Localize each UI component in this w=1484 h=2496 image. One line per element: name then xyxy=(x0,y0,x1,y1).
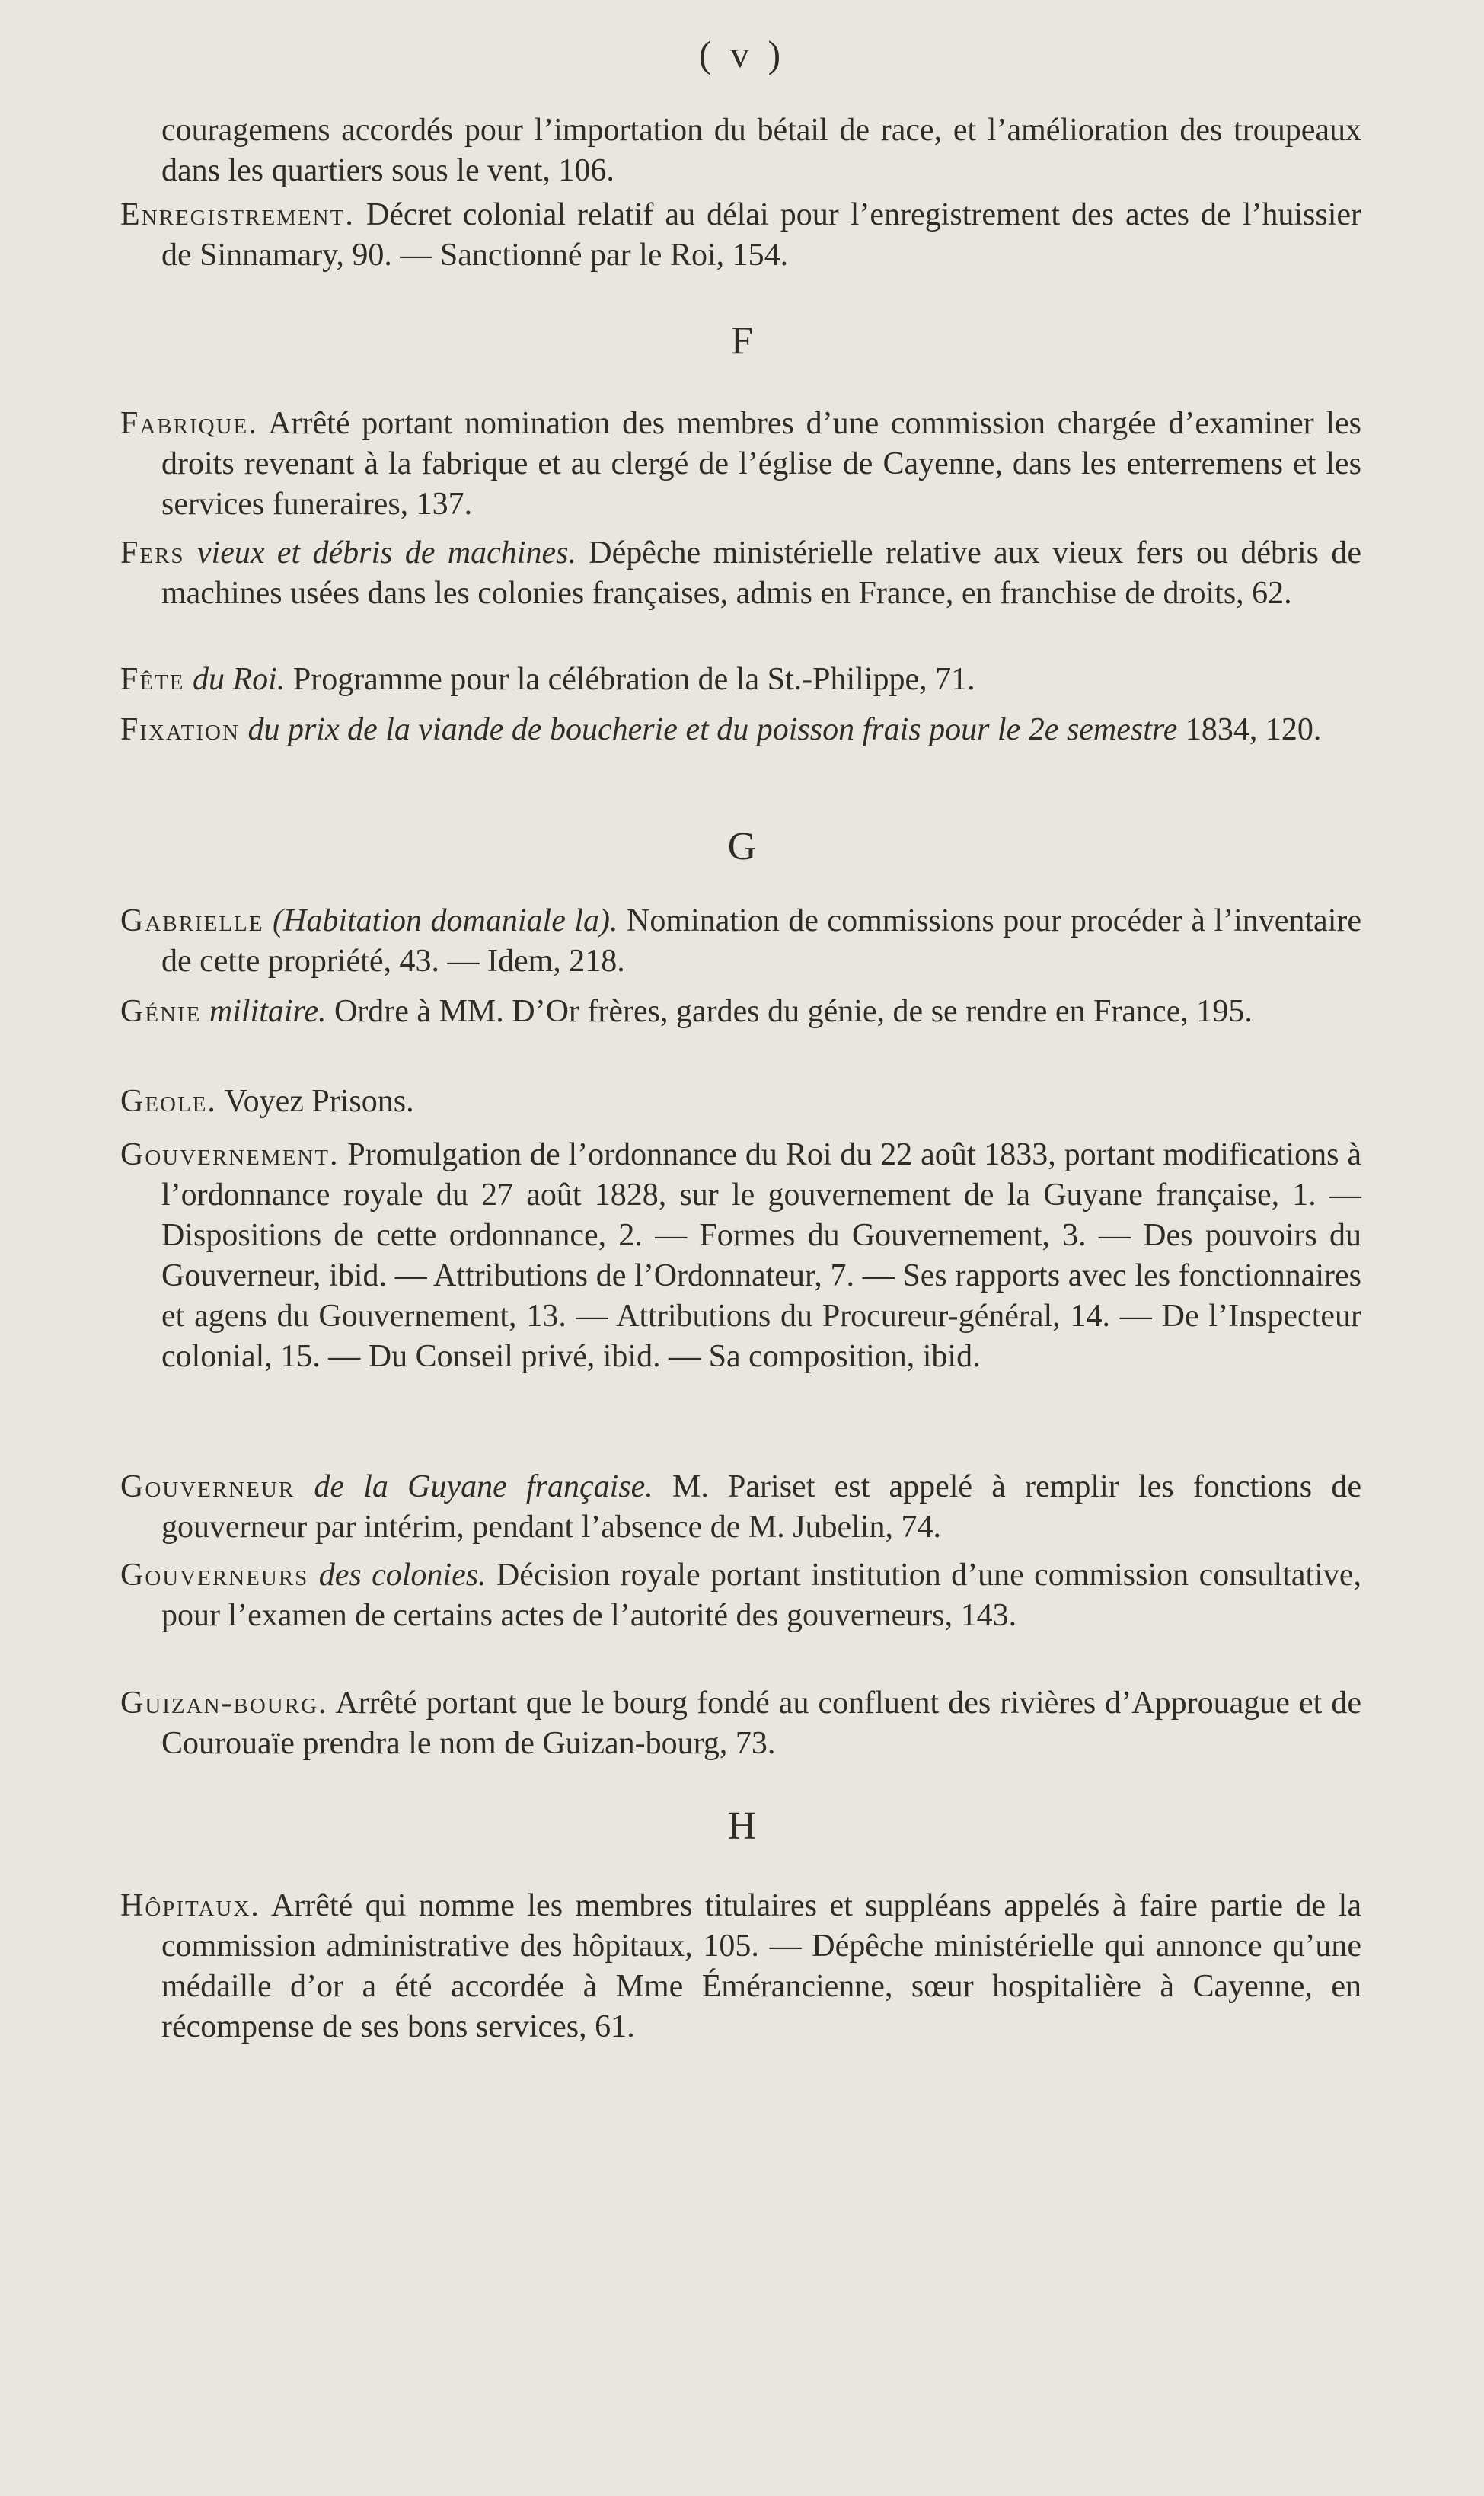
entry-head: Fête xyxy=(120,662,185,697)
entry-head: Fers xyxy=(120,535,185,570)
entry-head: Enregistrement. xyxy=(120,197,355,232)
entry-text: Voyez Prisons. xyxy=(224,1084,414,1119)
index-entry xyxy=(120,992,1361,1032)
entry-head: Gouverneur xyxy=(120,1469,295,1504)
index-entry xyxy=(120,1555,1361,1636)
entry-text: Promulgation de l’ordonnance du Roi du 22 août 1833, portant modifications à l’ordonnance royale du 27 août 1828, sur le gouvernement de la Guyane française, 1. — Dispositions de cette ordonnance, 2. — Formes du Gouvernement, 3. — Des pouvoirs du Gouverneur, ibid. — Attributions de l’Ordonnateur, 7. — Ses rapports avec les fonctionnaires et agens du Gouvernement, 13. — Attributions du Procureur-général, 14. — De l’Inspecteur colonial, 15. — Du Conseil privé, ibid. — Sa composition, ibid. xyxy=(161,1137,1362,1374)
entry-head: Gabrielle xyxy=(120,903,264,938)
index-entry xyxy=(120,110,1361,191)
index-entry xyxy=(120,1082,1361,1122)
entry-head: Guizan-bourg. xyxy=(120,1686,328,1721)
index-entry xyxy=(120,404,1361,525)
entry-subhead: du prix de la viande de boucherie et du poisson frais pour le 2e semestre xyxy=(247,712,1178,747)
entry-text: Nomination de commissions pour procéder à l’inventaire de cette propriété, 43. — Idem, 218. xyxy=(161,903,1361,979)
index-entry xyxy=(120,1886,1361,2047)
entry-text: 1834, 120. xyxy=(1185,712,1322,747)
entry-text: Arrêté portant nomination des membres d’une commission chargée d’examiner les droits revenant à la fabrique et au clergé de l’église de Cayenne, dans les enterremens et les services funeraires, 137. xyxy=(161,406,1362,522)
entry-text: Dépêche ministérielle relative aux vieux fers ou débris de machines usées dans les colonies françaises, admis en France, en franchise de droits, 62. xyxy=(161,535,1361,611)
section-letter: F xyxy=(731,319,753,363)
entry-text: couragemens accordés pour l’importation du bétail de race, et l’amélioration des troupeaux dans les quartiers sous le vent, 106. xyxy=(161,113,1361,188)
section-letter: H xyxy=(727,1804,757,1848)
index-entry xyxy=(120,901,1361,982)
index-entry xyxy=(120,660,1361,700)
entry-text: Arrêté qui nomme les membres titulaires et suppléans appelés à faire partie de la commission administrative des hôpitaux, 105. — Dépêche ministérielle qui annonce qu’une médaille d’or a été accordée à Mme Émérancienne, sœur hospitalière à Cayenne, en récompense de ses bons services, 61. xyxy=(161,1888,1361,2044)
index-entry xyxy=(120,533,1361,614)
entry-head: Génie xyxy=(120,994,202,1029)
entry-subhead: (Habitation domaniale la). xyxy=(273,903,618,938)
entry-head: Fixation xyxy=(120,712,240,747)
entry-head: Fabrique. xyxy=(120,406,258,441)
entry-text: Arrêté portant que le bourg fondé au confluent des rivières d’Approuague et de Courouaïe prendra le nom de Guizan-bourg, 73. xyxy=(161,1686,1361,1761)
entry-text: Ordre à MM. D’Or frères, gardes du génie, de se rendre en France, 195. xyxy=(334,994,1253,1029)
entry-subhead: du Roi. xyxy=(193,662,286,697)
entry-head: Hôpitaux. xyxy=(120,1888,260,1923)
entry-text: Décision royale portant institution d’une commission consultative, pour l’examen de certains actes de l’autorité des gouverneurs, 143. xyxy=(161,1558,1362,1633)
index-entry xyxy=(120,1683,1361,1764)
entry-head: Geole. xyxy=(120,1084,217,1119)
section-letter: G xyxy=(727,825,757,868)
entry-subhead: militaire. xyxy=(209,994,327,1029)
entry-text: M. Pariset est appelé à remplir les fonctions de gouverneur par intérim, pendant l’absence de M. Jubelin, 74. xyxy=(161,1469,1361,1545)
entry-subhead: de la Guyane française. xyxy=(314,1469,653,1504)
entry-subhead: vieux et débris de machines. xyxy=(196,535,576,570)
entry-subhead: des colonies. xyxy=(318,1558,487,1593)
page-number: ( v ) xyxy=(698,33,786,75)
entry-head: Gouvernement. xyxy=(120,1137,340,1172)
index-entry xyxy=(120,710,1361,750)
entry-head: Gouverneurs xyxy=(120,1558,309,1593)
entry-text: Décret colonial relatif au délai pour l’enregistrement des actes de l’huissier de Sinnamary, 90. — Sanctionné par le Roi, 154. xyxy=(161,197,1362,273)
index-entry xyxy=(120,1467,1361,1548)
index-entry xyxy=(120,1135,1361,1377)
entry-text: Programme pour la célébration de la St.-Philippe, 71. xyxy=(292,662,975,697)
index-entry xyxy=(120,195,1361,276)
